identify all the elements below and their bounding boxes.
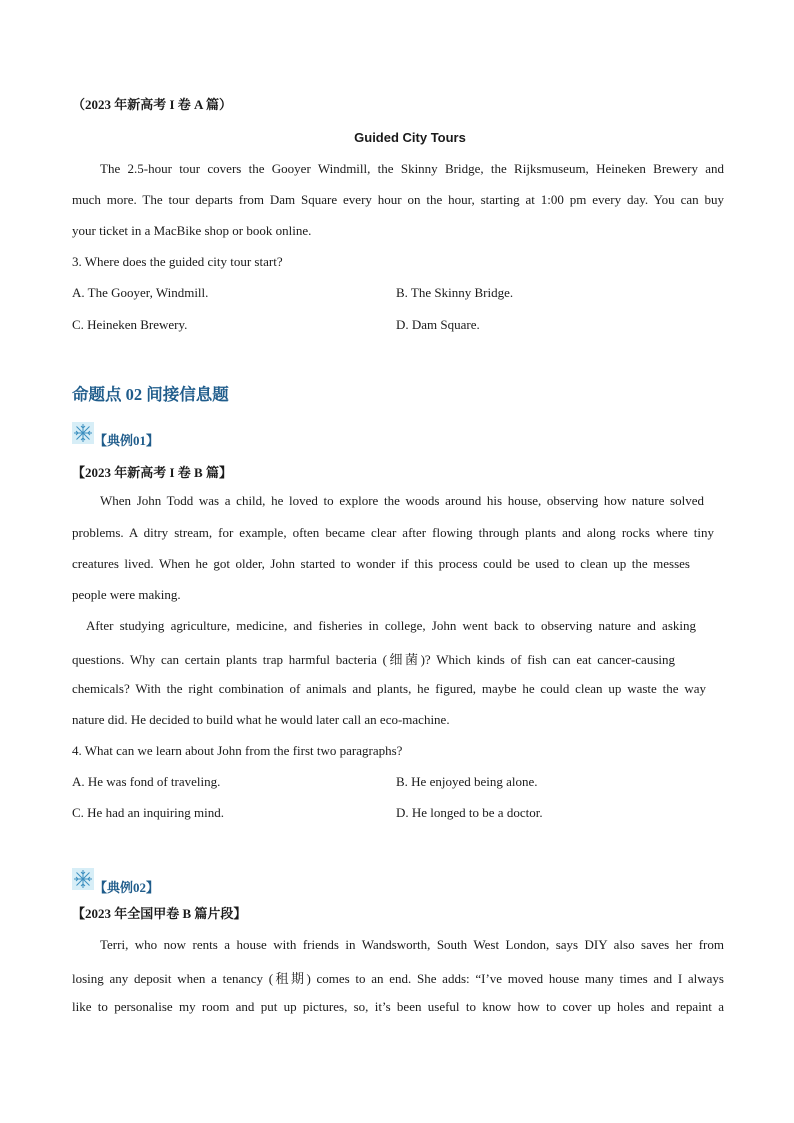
passage-line: creatures lived. When he got older, John started to wonder if this process could be used to clean up the messes — [72, 556, 690, 571]
passage-line: Terri, who now rents a house with friends in Wandsworth, South West London, says DIY also saves her from — [100, 937, 724, 952]
option-d: D. Dam Square. — [396, 317, 480, 332]
question-text: 3. Where does the guided city tour start? — [72, 254, 283, 269]
option-c: C. Heineken Brewery. — [72, 317, 188, 332]
passage-line: chemicals? With the right combination of animals and plants, he figured, maybe he could clean up waste the way — [72, 681, 706, 696]
passage-line: losing any deposit when a tenancy (租期) comes to an end. She adds: “I’ve moved house many times and I always — [72, 971, 724, 986]
passage-line: people were making. — [72, 587, 181, 602]
snowflake-icon — [72, 868, 94, 890]
passage-line: nature did. He decided to build what he would later call an eco-machine. — [72, 712, 450, 727]
option-b: B. He enjoyed being alone. — [396, 774, 538, 789]
snowflake-icon — [72, 422, 94, 444]
source-label: 【2023 年新高考 I 卷 B 篇】 — [72, 465, 232, 480]
passage-line: like to personalise my room and put up pictures, so, it’s been useful to know how to cover up holes and repaint a — [72, 999, 724, 1014]
example-label: 【典例02】 — [94, 880, 160, 895]
passage-line: After studying agriculture, medicine, and fisheries in college, John went back to observing nature and asking — [86, 618, 696, 633]
option-d: D. He longed to be a doctor. — [396, 805, 543, 820]
option-b: B. The Skinny Bridge. — [396, 285, 514, 300]
option-c: C. He had an inquiring mind. — [72, 805, 225, 820]
section-heading: 命题点 02 间接信息题 — [72, 385, 229, 404]
source-label: 【2023 年全国甲卷 B 篇片段】 — [72, 906, 247, 921]
source-label: （2023 年新高考 I 卷 A 篇） — [72, 97, 232, 112]
passage-line: your ticket in a MacBike shop or book online. — [72, 223, 312, 238]
passage-line: The 2.5-hour tour covers the Gooyer Windmill, the Skinny Bridge, the Rijksmuseum, Heineken Brewery and — [100, 161, 724, 176]
option-a: A. He was fond of traveling. — [72, 774, 221, 789]
passage-line: much more. The tour departs from Dam Square every hour on the hour, starting at 1:00 pm every day. You can buy — [72, 192, 724, 207]
passage-line: When John Todd was a child, he loved to explore the woods around his house, observing how nature solved — [100, 493, 704, 508]
question-text: 4. What can we learn about John from the first two paragraphs? — [72, 743, 403, 758]
passage-line: problems. A ditry stream, for example, often became clear after flowing through plants and along rocks where tiny — [72, 525, 714, 540]
passage-line: questions. Why can certain plants trap harmful bacteria (细菌)? Which kinds of fish can eat cancer-causing — [72, 652, 675, 667]
option-a: A. The Gooyer, Windmill. — [72, 285, 209, 300]
passage-title: Guided City Tours — [354, 130, 466, 145]
example-label: 【典例01】 — [94, 433, 160, 448]
